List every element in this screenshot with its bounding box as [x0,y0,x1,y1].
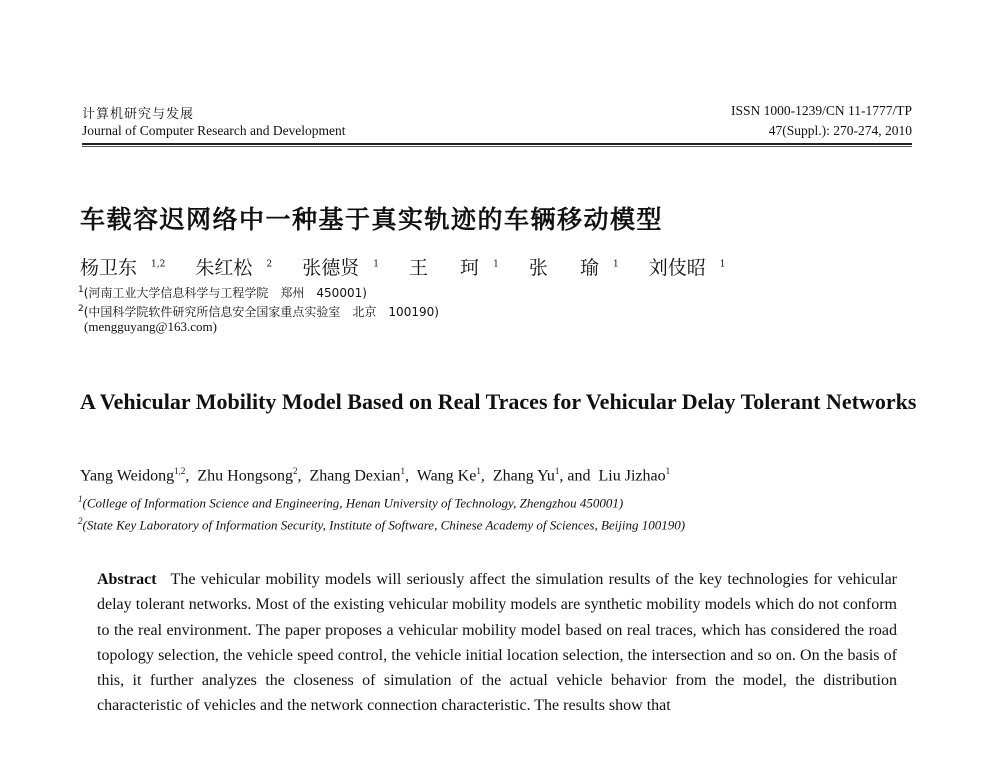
author: 刘伎昭 $^1$ [648,257,726,279]
author: 张 瑜 $^1$ [528,257,619,279]
authors-cn [80,253,739,280]
affiliation-cn-2: $^2$(中国科学院软件研究所信息安全国家重点实验室 北京 100190) [78,304,439,319]
authors-en: Yang Weidong$^{1,2}$, Zhu Hongsong$^2$, Zhang Dexian$^1$, Wang Ke$^1$, Zhang Yu$^1$, and Liu Jizhao$^1$ [80,466,671,485]
author: 杨卫东 $^{1,2}$ [80,257,166,279]
abstract-text: The vehicular mobility models will seriously affect the simulation results of the key technologies for vehicular delay tolerant networks. Most of the existing vehicular mobility models are synthetic mobility models which do not conform to the real environment. The paper proposes a vehicular mobility model based on real traces, which has considered the road topology selection, the vehicle speed control, the vehicle initial location selection, the intersection and so on. On the basis of this, it further analyzes the closeness of simulation of the actual vehicle behavior from the model, the distribution characteristic of vehicles and the network connection characteristic. The results show that [97,571,897,715]
header-rule-thin [82,146,912,147]
volume-pages: 47(Suppl.): 270-274, 2010 [768,123,912,138]
affiliation-cn-1: $^1$(河南工业大学信息科学与工程学院 郑州 450001) [78,285,367,300]
title-en: A Vehicular Mobility Model Based on Real Traces for Vehicular Delay Tolerant Networks [80,389,917,414]
affiliation-en-2: $^2$(State Key Laboratory of Information Security, Institute of Software, Chinese Academy of Sciences, Beijing 100190) [78,516,686,533]
author: 张德贤 $^1$ [302,257,379,279]
issn: ISSN 1000-1239/CN 11-1777/TP [730,103,912,118]
affiliation-en-1: $^1$(College of Information Science and Engineering, Henan University of Technology, Zhengzhou 450001) [78,494,624,511]
abstract [97,567,897,719]
author: 王 珂 $^1$ [408,257,499,279]
header-rule [82,143,912,145]
journal-name-cn: 计算机研究与发展 [82,107,195,122]
title-cn: 车载容迟网络中一种基于真实轨迹的车辆移动模型 [80,205,664,234]
abstract-label: Abstract [97,571,157,588]
author: 朱红松 $^2$ [195,257,273,279]
journal-name-en: Journal of Computer Research and Development [82,123,346,138]
email: (mengguyang@163.com) [84,319,217,334]
